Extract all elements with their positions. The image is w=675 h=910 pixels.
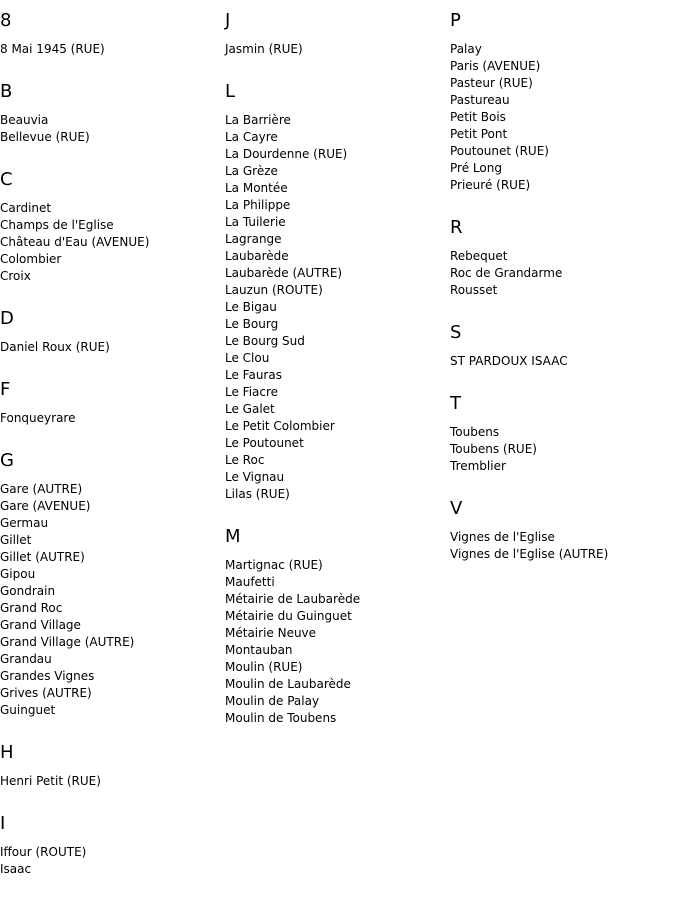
street-list bbox=[0, 844, 220, 878]
street-link[interactable]: Bellevue (RUE) bbox=[0, 130, 90, 144]
street-link[interactable]: Champs de l'Eglise bbox=[0, 218, 114, 232]
street-link[interactable]: Le Bourg Sud bbox=[225, 334, 305, 348]
street-link[interactable]: Paris (AVENUE) bbox=[450, 59, 541, 73]
street-link[interactable]: Tremblier bbox=[450, 459, 506, 473]
street-link[interactable]: Grand Village bbox=[0, 618, 81, 632]
street-link[interactable]: Germau bbox=[0, 516, 49, 530]
letter-heading: L bbox=[225, 81, 236, 102]
letter-group-h bbox=[0, 741, 220, 790]
street-index-column-2 bbox=[225, 9, 445, 749]
street-link[interactable]: La Dourdenne (RUE) bbox=[225, 147, 348, 161]
street-link[interactable]: Le Fiacre bbox=[225, 385, 279, 399]
street-link[interactable]: Rousset bbox=[450, 283, 498, 297]
letter-heading: F bbox=[0, 379, 11, 400]
street-link[interactable]: Château d'Eau (AVENUE) bbox=[0, 235, 150, 249]
letter-heading: M bbox=[225, 526, 241, 547]
street-list bbox=[0, 410, 220, 427]
street-link[interactable]: Jasmin (RUE) bbox=[225, 42, 303, 56]
street-link[interactable]: La Tuilerie bbox=[225, 215, 286, 229]
letter-group-d bbox=[0, 307, 220, 356]
street-index-column-3 bbox=[450, 9, 670, 585]
street-link[interactable]: Vignes de l'Eglise bbox=[450, 530, 555, 544]
street-link[interactable]: Daniel Roux (RUE) bbox=[0, 340, 110, 354]
street-list bbox=[450, 353, 670, 370]
street-list bbox=[450, 529, 670, 563]
street-link[interactable]: Laubarède bbox=[225, 249, 289, 263]
street-link[interactable]: 8 Mai 1945 (RUE) bbox=[0, 42, 105, 56]
letter-heading: J bbox=[225, 10, 231, 31]
letter-group-f bbox=[0, 378, 220, 427]
letter-group-v bbox=[450, 497, 670, 563]
street-list bbox=[225, 41, 445, 58]
street-link[interactable]: Le Petit Colombier bbox=[225, 419, 335, 433]
street-link[interactable]: Grandau bbox=[0, 652, 52, 666]
street-link[interactable]: Le Roc bbox=[225, 453, 265, 467]
street-link[interactable]: Croix bbox=[0, 269, 31, 283]
street-link[interactable]: Métairie Neuve bbox=[225, 626, 317, 640]
street-link[interactable]: Moulin (RUE) bbox=[225, 660, 303, 674]
street-link[interactable]: Grand Roc bbox=[0, 601, 63, 615]
street-link[interactable]: Grives (AUTRE) bbox=[0, 686, 92, 700]
street-link[interactable]: Lagrange bbox=[225, 232, 282, 246]
letter-heading: G bbox=[0, 450, 14, 471]
street-list bbox=[450, 424, 670, 475]
letter-group-8 bbox=[0, 9, 220, 58]
letter-heading: R bbox=[450, 217, 463, 238]
street-link[interactable]: Pré Long bbox=[450, 161, 502, 175]
street-link[interactable]: Montauban bbox=[225, 643, 293, 657]
street-link[interactable]: Henri Petit (RUE) bbox=[0, 774, 101, 788]
street-link[interactable]: La Cayre bbox=[225, 130, 278, 144]
street-link[interactable]: Guinguet bbox=[0, 703, 56, 717]
street-link[interactable]: Roc de Grandarme bbox=[450, 266, 563, 280]
street-link[interactable]: Maufetti bbox=[225, 575, 275, 589]
street-link[interactable]: Lilas (RUE) bbox=[225, 487, 290, 501]
street-link[interactable]: Le Galet bbox=[225, 402, 275, 416]
street-link[interactable]: Le Bourg bbox=[225, 317, 279, 331]
street-link[interactable]: La Montée bbox=[225, 181, 288, 195]
letter-group-c bbox=[0, 168, 220, 285]
street-link[interactable]: Prieuré (RUE) bbox=[450, 178, 531, 192]
street-link[interactable]: Iffour (ROUTE) bbox=[0, 845, 87, 859]
letter-heading: 8 bbox=[0, 10, 12, 31]
street-link[interactable]: Lauzun (ROUTE) bbox=[225, 283, 323, 297]
street-link[interactable]: Palay bbox=[450, 42, 482, 56]
street-list bbox=[0, 112, 220, 146]
street-index-column-1 bbox=[0, 9, 220, 900]
street-link[interactable]: La Barrière bbox=[225, 113, 291, 127]
letter-group-r bbox=[450, 216, 670, 299]
street-link[interactable]: Laubarède (AUTRE) bbox=[225, 266, 343, 280]
street-link[interactable]: Grandes Vignes bbox=[0, 669, 95, 683]
street-link[interactable]: Le Bigau bbox=[225, 300, 277, 314]
street-link[interactable]: Gillet (AUTRE) bbox=[0, 550, 85, 564]
street-link[interactable]: Vignes de l'Eglise (AUTRE) bbox=[450, 547, 609, 561]
street-link[interactable]: Colombier bbox=[0, 252, 62, 266]
letter-group-l bbox=[225, 80, 445, 503]
letter-heading: S bbox=[450, 322, 462, 343]
street-link[interactable]: Toubens bbox=[450, 425, 500, 439]
letter-group-p bbox=[450, 9, 670, 194]
street-link[interactable]: Petit Pont bbox=[450, 127, 508, 141]
street-link[interactable]: Gondrain bbox=[0, 584, 56, 598]
letter-group-i bbox=[0, 812, 220, 878]
street-link[interactable]: ST PARDOUX ISAAC bbox=[450, 354, 568, 368]
letter-heading: C bbox=[0, 169, 13, 190]
street-list bbox=[0, 481, 220, 719]
street-list bbox=[450, 41, 670, 194]
street-list bbox=[225, 112, 445, 503]
letter-heading: H bbox=[0, 742, 14, 763]
letter-group-j bbox=[225, 9, 445, 58]
letter-heading: T bbox=[450, 393, 461, 414]
street-list bbox=[0, 339, 220, 356]
street-link[interactable]: Beauvia bbox=[0, 113, 49, 127]
street-link[interactable]: Métairie du Guinguet bbox=[225, 609, 352, 623]
letter-heading: V bbox=[450, 498, 463, 519]
street-link[interactable]: La Philippe bbox=[225, 198, 291, 212]
street-list bbox=[0, 200, 220, 285]
street-link[interactable]: Moulin de Palay bbox=[225, 694, 320, 708]
street-list bbox=[225, 557, 445, 727]
street-link[interactable]: Cardinet bbox=[0, 201, 52, 215]
street-link[interactable]: Métairie de Laubarède bbox=[225, 592, 361, 606]
letter-heading: P bbox=[450, 10, 461, 31]
street-link[interactable]: Martignac (RUE) bbox=[225, 558, 323, 572]
street-link[interactable]: Pastureau bbox=[450, 93, 510, 107]
street-link[interactable]: Fonqueyrare bbox=[0, 411, 76, 425]
street-link[interactable]: Le Fauras bbox=[225, 368, 282, 382]
street-link[interactable]: Moulin de Laubarède bbox=[225, 677, 351, 691]
street-link[interactable]: Poutounet (RUE) bbox=[450, 144, 549, 158]
street-link[interactable]: Le Vignau bbox=[225, 470, 285, 484]
street-link[interactable]: Pasteur (RUE) bbox=[450, 76, 533, 90]
street-link[interactable]: Gipou bbox=[0, 567, 36, 581]
street-link[interactable]: Toubens (RUE) bbox=[450, 442, 537, 456]
street-list bbox=[0, 773, 220, 790]
street-link[interactable]: Gillet bbox=[0, 533, 32, 547]
street-link[interactable]: Isaac bbox=[0, 862, 32, 876]
street-link[interactable]: Rebequet bbox=[450, 249, 508, 263]
letter-group-s bbox=[450, 321, 670, 370]
street-link[interactable]: Gare (AUTRE) bbox=[0, 482, 83, 496]
street-link[interactable]: Grand Village (AUTRE) bbox=[0, 635, 135, 649]
street-link[interactable]: Gare (AVENUE) bbox=[0, 499, 91, 513]
street-list bbox=[0, 41, 220, 58]
street-link[interactable]: Le Clou bbox=[225, 351, 270, 365]
street-link[interactable]: Le Poutounet bbox=[225, 436, 304, 450]
street-link[interactable]: Petit Bois bbox=[450, 110, 506, 124]
letter-heading: D bbox=[0, 308, 14, 329]
letter-heading: B bbox=[0, 81, 13, 102]
letter-group-m bbox=[225, 525, 445, 727]
street-link[interactable]: La Grèze bbox=[225, 164, 278, 178]
letter-group-t bbox=[450, 392, 670, 475]
street-list bbox=[450, 248, 670, 299]
letter-heading: I bbox=[0, 813, 6, 834]
letter-group-b bbox=[0, 80, 220, 146]
letter-group-g bbox=[0, 449, 220, 719]
street-link[interactable]: Moulin de Toubens bbox=[225, 711, 337, 725]
